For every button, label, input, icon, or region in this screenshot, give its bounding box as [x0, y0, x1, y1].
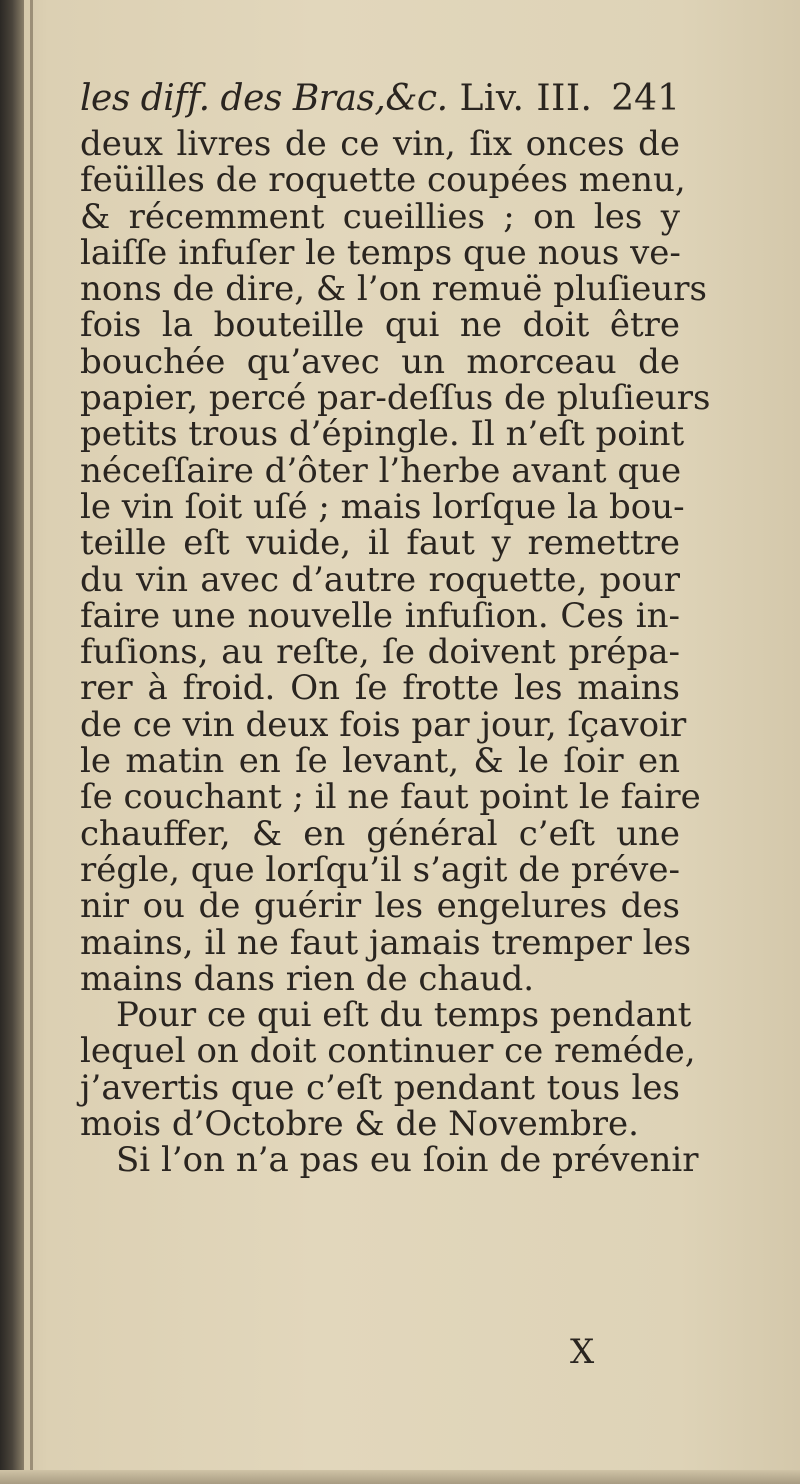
text-line: ſe couchant ; il ne faut point le faire: [80, 777, 701, 818]
text-line: Si l’on n’a pas eu ſoin de prévenir: [116, 1140, 699, 1181]
text-line: bouchée qu’avec un morceau de: [80, 341, 680, 382]
text-line: teille eſt vuide, il faut y remettre: [80, 523, 680, 564]
book-number: Liv. III.: [459, 78, 593, 119]
text-line: le vin ſoit uſé ; mais lorſque la bou-: [80, 486, 685, 527]
page-number: 241: [611, 78, 680, 119]
text-line: nons de dire, & l’on remuë pluſieurs: [80, 269, 707, 310]
page-bottom-edge: [0, 1470, 800, 1484]
text-line: néceſſaire d’ôter l’herbe avant que: [80, 450, 682, 491]
gutter-line: [30, 0, 33, 1484]
text-line: faire une nouvelle infuſion. Ces in-: [80, 595, 680, 636]
text-line: chauffer, & en général c’eſt une: [80, 813, 680, 854]
text-line: laiſſe infuſer le temps que nous ve-: [80, 232, 681, 273]
text-line: fois la bouteille qui ne doit être: [80, 305, 680, 346]
text-line: mains, il ne faut jamais tremper les: [80, 922, 692, 963]
text-line: mains dans rien de chaud.: [80, 958, 535, 999]
signature-mark: X: [570, 1332, 595, 1372]
text-line: de ce vin deux fois par jour, ſçavoir: [80, 704, 687, 745]
text-line: rer à froid. On ſe frotte les mains: [80, 668, 680, 709]
text-line: feüilles de roquette coupées menu,: [80, 160, 686, 201]
text-line: nir ou de guérir les engelures des: [80, 886, 680, 927]
text-line: & récemment cueillies ; on les y: [80, 196, 680, 237]
text-line: petits trous d’épingle. Il n’eſt point: [80, 414, 685, 455]
paragraph-1: [80, 124, 711, 999]
text-line: Pour ce qui eſt du temps pendant: [116, 995, 692, 1036]
page-text: [80, 72, 711, 1181]
text-line: régle, que lorſqu’il s’agit de préve-: [80, 849, 680, 890]
footer: [80, 1330, 680, 1374]
text-line: fuſions, au reſte, ſe doivent prépa-: [80, 632, 680, 673]
text-line: mois d’Octobre & de Novembre.: [80, 1104, 639, 1145]
text-line: le matin en ſe levant, & le ſoir en: [80, 741, 680, 782]
paragraph-3: [80, 1140, 699, 1181]
paragraph-2: [80, 995, 696, 1145]
text-line: deux livres de ce vin, ſix onces de: [80, 124, 680, 164]
text-line: j’avertis que c’eſt pendant tous les: [80, 1067, 680, 1108]
text-line: papier, percé par-deſſus de pluſieurs: [80, 378, 711, 419]
text-line: du vin avec d’autre roquette, pour: [80, 559, 680, 600]
running-header: [80, 72, 680, 126]
book-binding: [0, 0, 24, 1484]
text-line: lequel on doit continuer ce reméde,: [80, 1031, 696, 1072]
running-title: les diff. des Bras,&c.: [80, 78, 448, 119]
